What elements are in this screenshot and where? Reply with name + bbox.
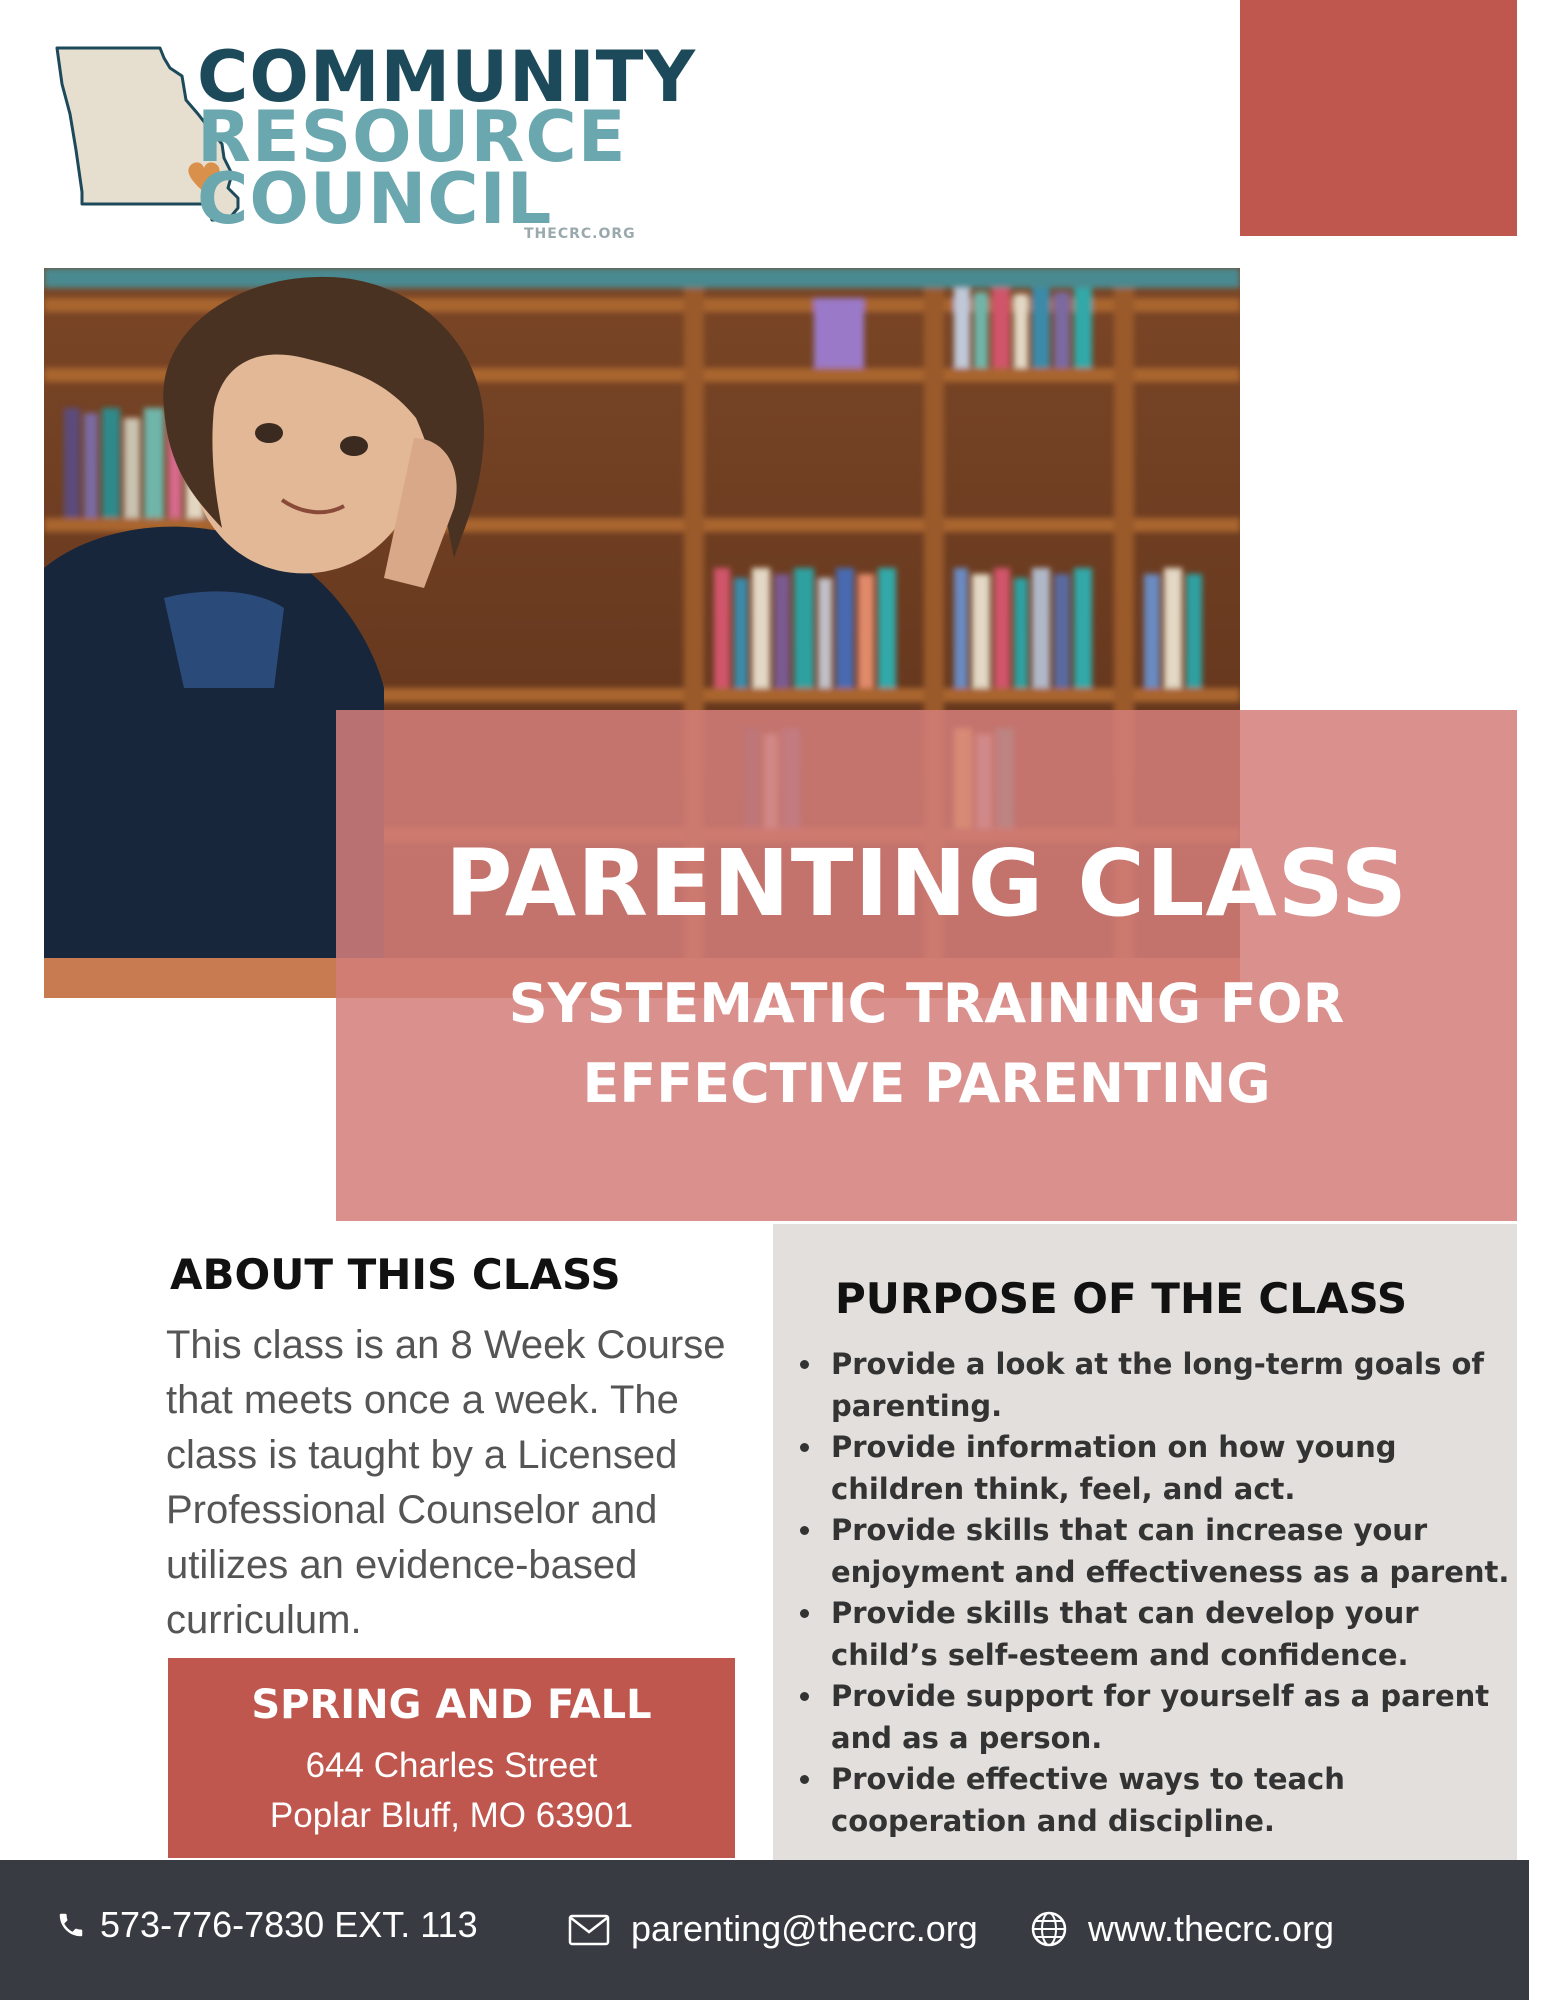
purpose-item: • Provide support for yourself as a parent and as a person. [825, 1676, 1525, 1759]
phone-icon [56, 1910, 86, 1940]
title-banner [336, 710, 1517, 1221]
globe-icon [1030, 1910, 1068, 1948]
location-street: 644 Charles Street [305, 1746, 598, 1785]
purpose-item: • Provide a look at the long-term goals of parenting. [825, 1344, 1525, 1427]
banner-subtitle-line-2: EFFECTIVE PARENTING [582, 1052, 1271, 1115]
logo-url: THECRC.ORG [524, 226, 636, 242]
mail-icon [568, 1914, 610, 1946]
contact-footer [0, 1860, 1529, 2000]
location-city: Poplar Bluff, MO 63901 [269, 1796, 634, 1835]
about-heading: ABOUT THIS CLASS [170, 1250, 621, 1299]
logo-line-community: COMMUNITY [197, 36, 697, 118]
location-box [168, 1658, 735, 1858]
website-link[interactable]: www.thecrc.org [1088, 1908, 1335, 1949]
banner-title: PARENTING CLASS [444, 830, 1409, 937]
email-link[interactable]: parenting@thecrc.org [631, 1908, 978, 1949]
banner-subtitle-line-1: SYSTEMATIC TRAINING FOR [508, 972, 1345, 1035]
corner-accent-block [1240, 0, 1517, 236]
purpose-item: • Provide skills that can develop your child’s self-esteem and confidence. [825, 1593, 1525, 1676]
community-resource-council-logo [52, 36, 697, 250]
logo-line-resource: RESOURCE [197, 96, 627, 178]
purpose-panel [773, 1224, 1517, 1860]
purpose-item: • Provide effective ways to teach cooperation and discipline. [825, 1759, 1525, 1842]
about-text: This class is an 8 Week Course that meets once a week. The class is taught by a Licensed Professional Counselor and utilizes an evidence-based curriculum. [166, 1323, 726, 1642]
location-title: SPRING AND FALL [251, 1682, 652, 1728]
purpose-item: • Provide skills that can increase your enjoyment and effectiveness as a parent. [825, 1510, 1525, 1593]
phone-number[interactable]: 573-776-7830 EXT. 113 [100, 1904, 478, 1945]
purpose-item: • Provide information on how young children think, feel, and act. [825, 1427, 1525, 1510]
logo-line-council: COUNCIL [197, 158, 553, 240]
purpose-list [793, 1344, 1525, 1842]
purpose-heading: PURPOSE OF THE CLASS [835, 1274, 1408, 1323]
